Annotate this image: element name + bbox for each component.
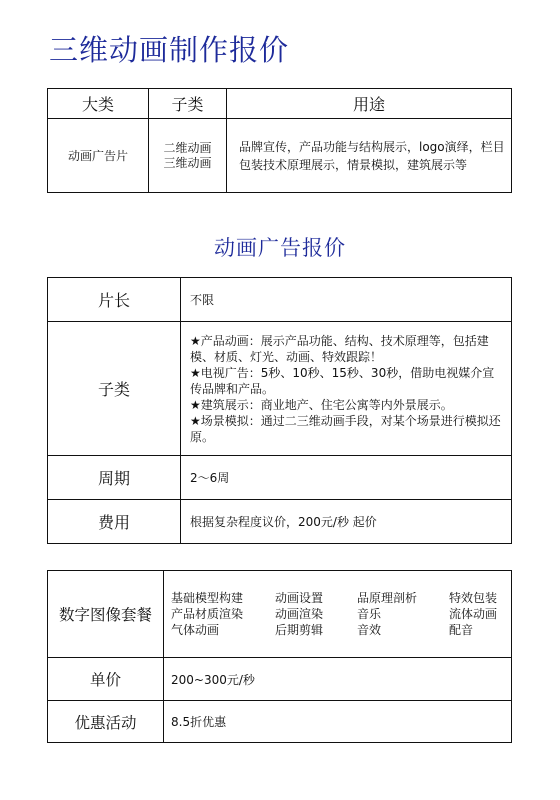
category-cell: 动画广告片 <box>48 119 149 193</box>
length-row <box>48 278 512 322</box>
subtype-row <box>48 322 512 456</box>
package-row <box>48 571 512 658</box>
package-item: 音乐 <box>357 607 382 621</box>
package-item: 气体动画 <box>171 623 220 637</box>
header-usage: 用途 <box>227 89 512 119</box>
package-table <box>47 570 512 743</box>
category-table-row <box>48 119 512 193</box>
page-title: 三维动画制作报价 <box>49 33 290 67</box>
subcategory-3d: 三维动画 <box>163 155 212 170</box>
usage-cell: 品牌宣传，产品功能与结构展示，logo演绎，栏目包装技术原理展示，情景模拟，建筑展示等 <box>227 119 512 193</box>
package-item: 音效 <box>357 623 382 637</box>
category-table <box>47 88 512 193</box>
promo-value: 8.5折优惠 <box>164 701 512 743</box>
subtype-product-animation: ★产品动画：展示产品功能、结构、技术原理等，包括建模、材质、灯光、动画、特效跟踪！ <box>190 333 489 364</box>
package-item: 后期剪辑 <box>275 623 324 637</box>
ad-quote-table <box>47 277 512 544</box>
subcategory-cell <box>149 119 227 193</box>
promo-label: 优惠活动 <box>48 701 164 743</box>
price-label: 单价 <box>48 658 164 701</box>
subtype-value <box>181 322 512 456</box>
package-item: 品原理剖析 <box>357 591 418 605</box>
cost-value: 根据复杂程度议价，200元/秒 起价 <box>181 500 512 544</box>
cost-row <box>48 500 512 544</box>
package-item: 流体动画 <box>449 607 498 621</box>
package-item: 特效包装 <box>449 591 498 605</box>
category-table-header <box>48 89 512 119</box>
promo-row <box>48 701 512 743</box>
section-title: 动画广告报价 <box>214 236 346 260</box>
package-items <box>164 571 512 658</box>
header-subcategory: 子类 <box>149 89 227 119</box>
cost-label: 费用 <box>48 500 181 544</box>
package-item: 基础模型构建 <box>171 591 244 605</box>
price-row <box>48 658 512 701</box>
period-row <box>48 456 512 500</box>
length-value: 不限 <box>181 278 512 322</box>
length-label: 片长 <box>48 278 181 322</box>
header-category: 大类 <box>48 89 149 119</box>
period-value: 2～6周 <box>181 456 512 500</box>
subtype-label: 子类 <box>48 322 181 456</box>
period-label: 周期 <box>48 456 181 500</box>
package-item: 配音 <box>449 623 474 637</box>
price-value: 200~300元/秒 <box>164 658 512 701</box>
subcategory-2d: 二维动画 <box>163 140 212 155</box>
subtype-scene-simulation: ★场景模拟：通过二三维动画手段，对某个场景进行模拟还原。 <box>190 413 501 444</box>
package-item: 产品材质渲染 <box>171 607 244 621</box>
subtype-architecture: ★建筑展示：商业地产、住宅公寓等内外景展示。 <box>190 397 453 412</box>
subtype-tv-ad: ★电视广告：5秒、10秒、15秒、30秒，借助电视媒介宣传品牌和产品。 <box>190 365 495 396</box>
package-item: 动画渲染 <box>275 607 324 621</box>
package-item: 动画设置 <box>275 591 324 605</box>
package-label: 数字图像套餐 <box>48 571 164 658</box>
